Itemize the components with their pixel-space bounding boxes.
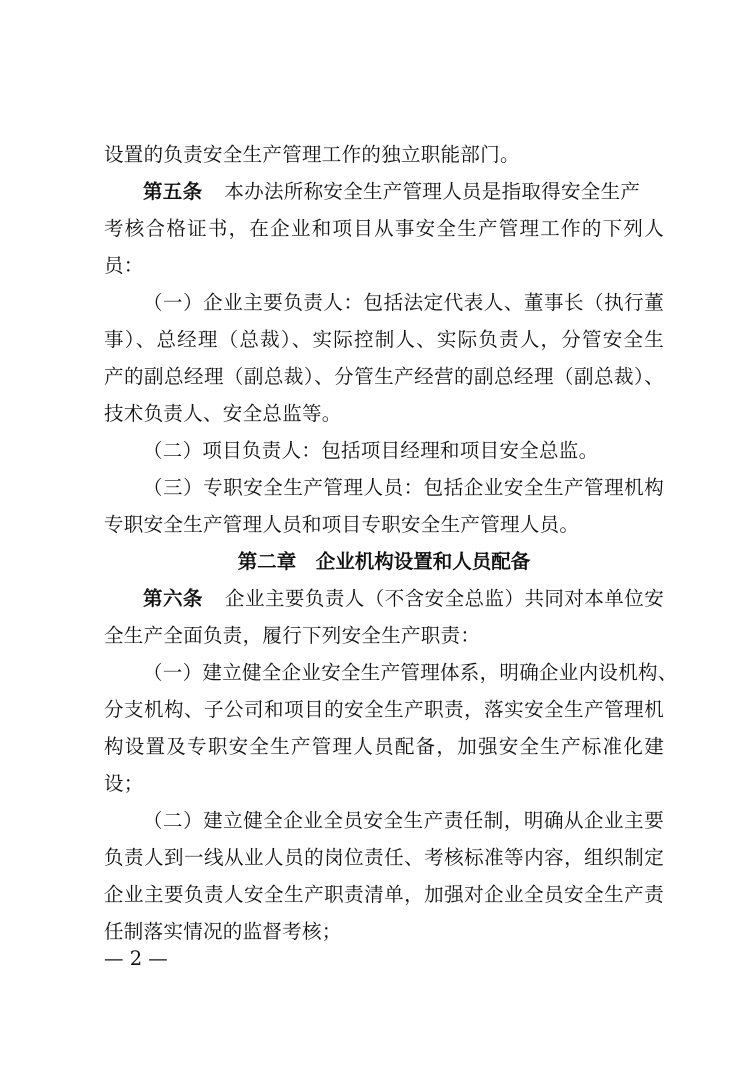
paragraph-line: 事）、总经理（总裁）、实际控制人、实际负责人，分管安全生 <box>104 328 664 351</box>
paragraph-line: 员： <box>104 254 144 277</box>
paragraph-line: 分支机构、子公司和项目的安全生产职责，落实安全生产管理机 <box>104 698 664 721</box>
paragraph-line: 考核合格证书，在企业和项目从事安全生产管理工作的下列人 <box>104 217 664 240</box>
item-2-line: （二）项目负责人：包括项目经理和项目安全总监。 <box>143 439 599 462</box>
paragraph-line: 设； <box>104 772 144 795</box>
paragraph-line: 专职安全生产管理人员和项目专职安全生产管理人员。 <box>104 513 580 536</box>
article-5-text: 本办法所称安全生产管理人员是指取得安全生产 <box>224 180 641 203</box>
article-5-first-line <box>143 179 664 205</box>
paragraph-line: 设置的负责安全生产管理工作的独立职能部门。 <box>104 143 520 166</box>
item-1-line: （一）企业主要负责人：包括法定代表人、董事长（执行董 <box>143 291 664 314</box>
article-5-label: 第五条 <box>143 180 203 203</box>
item-3-line: （三）专职安全生产管理人员：包括企业安全生产管理机构 <box>143 476 664 499</box>
article-6-label: 第六条 <box>143 587 203 610</box>
paragraph-line: 构设置及专职安全生产管理人员配备，加强安全生产标准化建 <box>104 735 664 758</box>
chapter-heading: 第二章 企业机构设置和人员配备 <box>237 550 531 573</box>
duty-2-line: （二）建立健全企业全员安全生产责任制，明确从企业主要 <box>143 809 664 832</box>
paragraph-line: 全生产全面负责，履行下列安全生产职责： <box>104 624 481 647</box>
article-6-first-line <box>143 586 664 612</box>
paragraph-line: 任制落实情况的监督考核； <box>104 920 342 943</box>
paragraph-line: 企业主要负责人安全生产职责清单，加强对企业全员安全生产责 <box>104 883 664 906</box>
paragraph-line: 技术负责人、安全总监等。 <box>104 402 342 425</box>
paragraph-line: 负责人到一线从业人员的岗位责任、考核标准等内容，组织制定 <box>104 846 664 869</box>
page-number: — 2 — <box>104 947 168 970</box>
duty-1-line: （一）建立健全企业安全生产管理体系，明确企业内设机构、 <box>143 661 678 684</box>
article-6-text: 企业主要负责人（不含安全总监）共同对本单位安 <box>224 587 664 610</box>
paragraph-line: 产的副总经理（副总裁）、分管生产经营的副总经理（副总裁）、 <box>104 365 664 388</box>
